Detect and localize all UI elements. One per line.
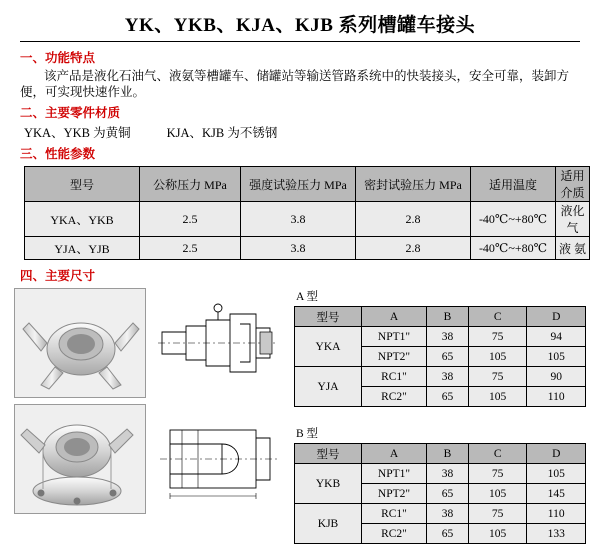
cell-d: 90: [527, 367, 586, 387]
cell-model: YJA、YJB: [25, 237, 140, 260]
cell-model-group: YKB: [295, 464, 362, 504]
cell-c: 75: [468, 464, 527, 484]
cell-medium: 液化气: [556, 202, 590, 237]
col-header-b: B: [427, 444, 469, 464]
cell-d: 145: [527, 484, 586, 504]
cell-d: 133: [527, 524, 586, 544]
cell-a: NPT1": [362, 327, 427, 347]
cell-d: 94: [527, 327, 586, 347]
col-header-model: 型号: [295, 444, 362, 464]
cell-b: 65: [427, 524, 469, 544]
cell-model: YKA、YKB: [25, 202, 140, 237]
col-header-seal-pressure: 密封试验压力 MPa: [356, 167, 471, 202]
table-header-row: [25, 167, 590, 202]
performance-table: [24, 166, 590, 260]
cell-strength-pressure: 3.8: [241, 237, 356, 260]
cell-c: 105: [468, 524, 527, 544]
table-header-row: [295, 444, 586, 464]
page-title: YK、YKB、KJA、KJB 系列槽罐车接头: [124, 15, 476, 36]
col-header-a: A: [362, 444, 427, 464]
table-row: [295, 504, 586, 524]
cell-model-group: YKA: [295, 327, 362, 367]
col-header-temperature: 适用温度: [471, 167, 556, 202]
material-right: KJA、KJB 为不锈钢: [166, 126, 278, 140]
cell-a: RC2": [362, 524, 427, 544]
col-header-nominal-pressure: 公称压力 MPa: [140, 167, 241, 202]
features-text: 该产品是液化石油气、液氨等槽罐车、储罐站等输送管路系统中的快装接头，安全可靠，装卸方便，可实现快速作业。: [20, 69, 570, 99]
photo-type-b: [14, 404, 146, 514]
cell-d: 110: [527, 504, 586, 524]
table-row: [295, 464, 586, 484]
table-row: [295, 367, 586, 387]
document-page: [0, 10, 600, 540]
section-heading-features: 一、功能特点: [20, 51, 96, 65]
tables-column: [286, 288, 586, 544]
photo-type-a: [14, 288, 146, 398]
table-row: [25, 237, 590, 260]
cell-a: RC2": [362, 387, 427, 407]
cell-d: 105: [527, 347, 586, 367]
col-header-model: 型号: [25, 167, 140, 202]
col-header-b: B: [427, 307, 469, 327]
drawing-type-a: [152, 288, 284, 396]
col-header-strength-pressure: 强度试验压力 MPa: [241, 167, 356, 202]
cell-c: 105: [468, 347, 527, 367]
image-row-b: [14, 404, 286, 514]
col-header-d: D: [527, 444, 586, 464]
section-heading-material: 二、主要零件材质: [20, 106, 121, 120]
col-header-c: C: [468, 307, 527, 327]
dimension-table-b: [294, 443, 586, 544]
cell-model-group: YJA: [295, 367, 362, 407]
table-row: [25, 202, 590, 237]
table-header-row: [295, 307, 586, 327]
section-heading-performance: 三、性能参数: [20, 147, 96, 161]
cell-b: 65: [427, 347, 469, 367]
cell-b: 65: [427, 484, 469, 504]
image-row-a: [14, 288, 286, 398]
cell-b: 65: [427, 387, 469, 407]
cell-medium: 液 氨: [556, 237, 590, 260]
col-header-a: A: [362, 307, 427, 327]
cell-nominal-pressure: 2.5: [140, 202, 241, 237]
cell-temperature: -40℃~+80℃: [471, 237, 556, 260]
type-b-block: [294, 425, 586, 544]
dimensions-layout: [14, 288, 586, 544]
cell-seal-pressure: 2.8: [356, 237, 471, 260]
cell-seal-pressure: 2.8: [356, 202, 471, 237]
cell-b: 38: [427, 327, 469, 347]
cell-a: RC1": [362, 504, 427, 524]
section-heading-dimensions: 四、主要尺寸: [20, 269, 96, 283]
cell-d: 105: [527, 464, 586, 484]
cell-c: 75: [468, 327, 527, 347]
material-left: YKA、YKB 为黄铜: [24, 126, 131, 140]
cell-b: 38: [427, 367, 469, 387]
cell-a: RC1": [362, 367, 427, 387]
cell-strength-pressure: 3.8: [241, 202, 356, 237]
table-row: [295, 327, 586, 347]
cell-b: 38: [427, 464, 469, 484]
cell-c: 105: [468, 484, 527, 504]
cell-temperature: -40℃~+80℃: [471, 202, 556, 237]
cell-a: NPT2": [362, 347, 427, 367]
title-divider: [20, 41, 580, 42]
cell-a: NPT1": [362, 464, 427, 484]
type-a-label: A 型: [296, 291, 319, 303]
drawing-type-b: [152, 404, 284, 512]
cell-c: 75: [468, 367, 527, 387]
images-column: [14, 288, 286, 544]
cell-d: 110: [527, 387, 586, 407]
col-header-d: D: [527, 307, 586, 327]
col-header-c: C: [468, 444, 527, 464]
dimension-table-a: [294, 306, 586, 407]
material-line: [24, 123, 586, 141]
type-b-label: B 型: [296, 428, 319, 440]
cell-nominal-pressure: 2.5: [140, 237, 241, 260]
cell-model-group: KJB: [295, 504, 362, 544]
cell-c: 105: [468, 387, 527, 407]
col-header-model: 型号: [295, 307, 362, 327]
cell-c: 75: [468, 504, 527, 524]
cell-b: 38: [427, 504, 469, 524]
cell-a: NPT2": [362, 484, 427, 504]
col-header-medium: 适用介质: [556, 167, 590, 202]
